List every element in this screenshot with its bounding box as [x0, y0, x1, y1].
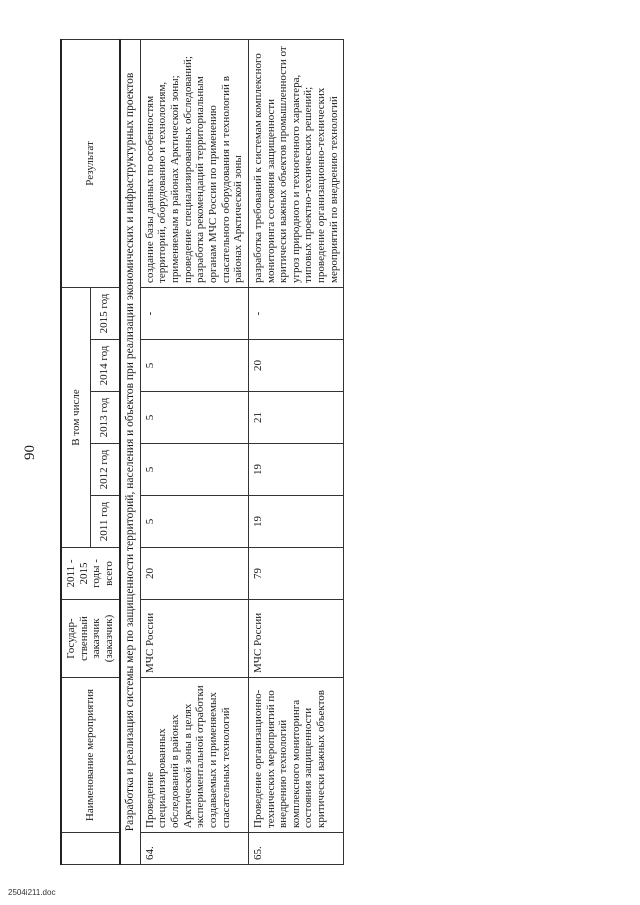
header-year-2014: 2014 год	[90, 340, 119, 392]
row-2012: 19	[248, 444, 343, 496]
row-2015: -	[140, 287, 248, 339]
header-year-2011: 2011 год	[90, 496, 119, 548]
header-year-2013: 2013 год	[90, 392, 119, 444]
header-year-2015: 2015 год	[90, 287, 119, 339]
row-2015: -	[248, 287, 343, 339]
section-title: Разработка и реализация системы мер по защищенности территорий, населения и объектов при реализации экономических и инфраструктурных проектов	[120, 39, 141, 864]
header-name: Наименование мероприятия	[61, 678, 120, 833]
row-number: 64.	[140, 833, 248, 865]
row-result: создание базы данных по особенностям территорий, оборудованию и технологиям, применяемым в районах Арктической зоны; проведение специализированных обследований; разработка рекомендаций территориальным органам МЧС России по применению спасательного оборудования и технологий в районах Арктической зоны	[140, 39, 248, 287]
row-customer: МЧС России	[248, 600, 343, 678]
header-customer: Государ-ственный заказчик (заказчик)	[61, 600, 120, 678]
row-2011: 19	[248, 496, 343, 548]
header-in-that: В том числе	[61, 287, 90, 547]
row-name: Проведение специализированных обследований в районах Арктической зоны в целях экспериментальной отработки создаваемых и применяемых спасательных технологий	[140, 678, 248, 833]
section-row	[120, 39, 141, 864]
header-total: 2011 - 2015 годы - всего	[61, 548, 120, 600]
row-2014: 20	[248, 340, 343, 392]
header-row-1	[61, 39, 90, 864]
page-number: 90	[22, 445, 38, 460]
row-total: 20	[140, 548, 248, 600]
header-result: Результат	[61, 39, 120, 287]
header-num-cell	[61, 833, 120, 865]
measures-table	[60, 39, 344, 865]
document-code: 2504i211.doc	[8, 888, 56, 897]
row-2013: 5	[140, 392, 248, 444]
row-name: Проведение организационно-технических мероприятий по внедрению технологий комплексного мониторинга состояния защищенности критически важных объектов	[248, 678, 343, 833]
table-row	[140, 39, 248, 864]
row-result: разработка требований к системам комплексного мониторинга состояния защищенности критически важных объектов промышленности от угроз природного и техногенного характера, типовых проектно-технических решений; проведение организационно-технических мероприятий по внедрению технологий	[248, 39, 343, 287]
row-customer: МЧС России	[140, 600, 248, 678]
row-total: 79	[248, 548, 343, 600]
row-2011: 5	[140, 496, 248, 548]
header-year-2012: 2012 год	[90, 444, 119, 496]
row-2013: 21	[248, 392, 343, 444]
table-row	[248, 39, 343, 864]
row-2014: 5	[140, 340, 248, 392]
row-2012: 5	[140, 444, 248, 496]
row-number: 65.	[248, 833, 343, 865]
